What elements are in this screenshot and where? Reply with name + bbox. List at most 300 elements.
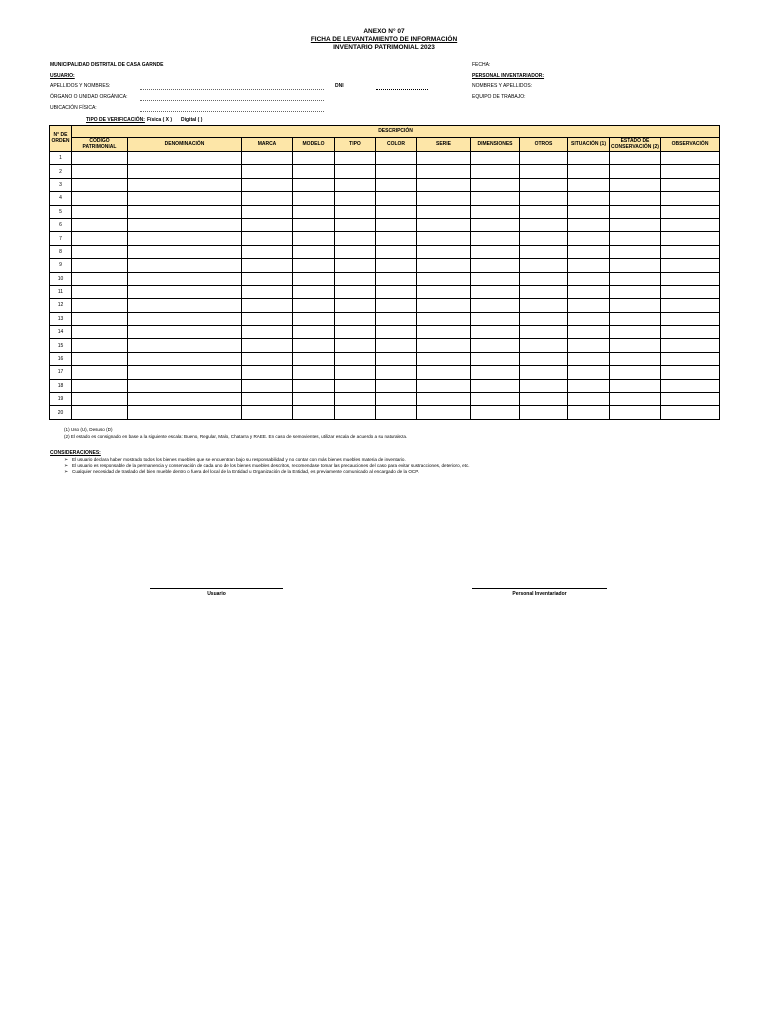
field-line-location[interactable] (140, 106, 324, 112)
table-cell[interactable] (128, 178, 242, 191)
table-cell[interactable] (610, 178, 661, 191)
table-cell[interactable] (335, 245, 376, 258)
table-cell[interactable] (293, 205, 335, 218)
table-row (50, 366, 720, 379)
table-cell[interactable] (293, 366, 335, 379)
table-cell[interactable] (376, 152, 417, 165)
table-cell[interactable] (128, 366, 242, 379)
table-cell[interactable] (376, 312, 417, 325)
table-cell[interactable] (417, 259, 471, 272)
staff-field-names: NOMBRES Y APELLIDOS: (472, 83, 533, 89)
dni-line[interactable] (376, 84, 428, 90)
table-cell[interactable] (376, 406, 417, 419)
table-row (50, 393, 720, 406)
staff-heading: PERSONAL INVENTARIADOR: (472, 73, 545, 79)
table-cell[interactable] (335, 299, 376, 312)
table-row (50, 178, 720, 191)
table-cell[interactable] (335, 393, 376, 406)
entity-name: MUNICIPALIDAD DISTRITAL DE CASA GARNDE (50, 62, 164, 68)
table-cell[interactable] (471, 272, 520, 285)
table-cell[interactable] (520, 285, 568, 298)
verification-digital[interactable]: Digital ( ) (181, 117, 203, 123)
table-cell[interactable] (568, 232, 610, 245)
table-row (50, 326, 720, 339)
staff-field-team: EQUIPO DE TRABAJO: (472, 94, 526, 100)
table-cell[interactable] (128, 326, 242, 339)
table-cell[interactable] (417, 285, 471, 298)
table-cell[interactable] (242, 192, 293, 205)
table-cell[interactable] (417, 299, 471, 312)
table-cell[interactable] (335, 285, 376, 298)
table-cell[interactable] (335, 232, 376, 245)
row-number: 2 (50, 165, 72, 178)
table-cell[interactable] (72, 232, 128, 245)
row-number: 17 (50, 366, 72, 379)
table-cell[interactable] (661, 352, 720, 365)
table-cell[interactable] (568, 393, 610, 406)
table-cell[interactable] (128, 259, 242, 272)
row-number: 6 (50, 218, 72, 231)
table-row (50, 192, 720, 205)
row-number: 18 (50, 379, 72, 392)
table-cell[interactable] (471, 165, 520, 178)
table-cell[interactable] (376, 205, 417, 218)
table-cell[interactable] (242, 165, 293, 178)
table-cell[interactable] (417, 312, 471, 325)
table-cell[interactable] (661, 379, 720, 392)
table-cell[interactable] (128, 339, 242, 352)
table-cell[interactable] (417, 406, 471, 419)
table-cell[interactable] (520, 379, 568, 392)
field-line-unit[interactable] (140, 95, 324, 101)
table-cell[interactable] (520, 152, 568, 165)
table-cell[interactable] (335, 178, 376, 191)
table-cell[interactable] (661, 285, 720, 298)
verification-label: TIPO DE VERIFICACIÓN: (86, 117, 145, 123)
table-cell[interactable] (335, 272, 376, 285)
table-cell[interactable] (293, 285, 335, 298)
consideration-item: ➢ Cualquier necesidad de traslado del bien mueble dentro o fuera del local de la Entidad u Organización de la Entidad, es previamente comunicado al encargado de la OCP. (64, 469, 470, 475)
table-cell[interactable] (72, 366, 128, 379)
table-cell[interactable] (72, 406, 128, 419)
row-number: 16 (50, 352, 72, 365)
table-cell[interactable] (610, 165, 661, 178)
table-cell[interactable] (72, 165, 128, 178)
table-cell[interactable] (471, 406, 520, 419)
table-cell[interactable] (293, 178, 335, 191)
table-cell[interactable] (128, 406, 242, 419)
table-cell[interactable] (568, 245, 610, 258)
table-cell[interactable] (72, 285, 128, 298)
table-cell[interactable] (293, 152, 335, 165)
table-cell[interactable] (335, 406, 376, 419)
table-cell[interactable] (471, 352, 520, 365)
table-cell[interactable] (610, 352, 661, 365)
table-cell[interactable] (661, 299, 720, 312)
table-cell[interactable] (417, 393, 471, 406)
table-cell[interactable] (376, 379, 417, 392)
table-cell[interactable] (72, 339, 128, 352)
table-cell[interactable] (417, 339, 471, 352)
table-cell[interactable] (471, 152, 520, 165)
table-cell[interactable] (242, 379, 293, 392)
table-cell[interactable] (610, 272, 661, 285)
table-cell[interactable] (610, 379, 661, 392)
table-cell[interactable] (293, 312, 335, 325)
signature-label-staff: Personal Inventariador (512, 591, 567, 597)
table-cell[interactable] (661, 165, 720, 178)
row-number: 10 (50, 272, 72, 285)
table-cell[interactable] (335, 379, 376, 392)
table-cell[interactable] (471, 299, 520, 312)
table-cell[interactable] (610, 366, 661, 379)
table-cell[interactable] (520, 393, 568, 406)
table-cell[interactable] (376, 272, 417, 285)
table-cell[interactable] (128, 152, 242, 165)
column-header: MARCA (242, 138, 293, 152)
table-cell[interactable] (661, 232, 720, 245)
table-cell[interactable] (520, 326, 568, 339)
table-cell[interactable] (128, 312, 242, 325)
table-cell[interactable] (661, 339, 720, 352)
table-row (50, 205, 720, 218)
row-number: 7 (50, 232, 72, 245)
table-cell[interactable] (520, 218, 568, 231)
table-cell[interactable] (520, 299, 568, 312)
table-cell[interactable] (661, 205, 720, 218)
table-cell[interactable] (471, 178, 520, 191)
table-cell[interactable] (568, 312, 610, 325)
table-cell[interactable] (376, 352, 417, 365)
table-cell[interactable] (376, 259, 417, 272)
table-cell[interactable] (335, 192, 376, 205)
table-row (50, 285, 720, 298)
table-cell[interactable] (376, 339, 417, 352)
footnote-1: (1) Uso (U), Desuso (D) (64, 427, 113, 432)
table-cell[interactable] (376, 218, 417, 231)
table-cell[interactable] (293, 165, 335, 178)
signature-line-staff (472, 588, 607, 589)
table-cell[interactable] (568, 285, 610, 298)
table-cell[interactable] (293, 406, 335, 419)
table-cell[interactable] (376, 192, 417, 205)
table-cell[interactable] (471, 326, 520, 339)
table-cell[interactable] (520, 165, 568, 178)
table-cell[interactable] (471, 232, 520, 245)
table-cell[interactable] (335, 339, 376, 352)
table-cell[interactable] (568, 165, 610, 178)
table-cell[interactable] (335, 259, 376, 272)
table-cell[interactable] (335, 165, 376, 178)
table-cell[interactable] (72, 192, 128, 205)
row-number: 11 (50, 285, 72, 298)
table-cell[interactable] (72, 312, 128, 325)
table-cell[interactable] (520, 178, 568, 191)
table-cell[interactable] (661, 152, 720, 165)
table-cell[interactable] (471, 312, 520, 325)
table-cell[interactable] (242, 152, 293, 165)
table-cell[interactable] (568, 178, 610, 191)
table-cell[interactable] (293, 272, 335, 285)
considerations-heading: CONSIDERACIONES: (50, 450, 101, 456)
table-cell[interactable] (471, 393, 520, 406)
table-cell[interactable] (72, 299, 128, 312)
table-cell[interactable] (242, 232, 293, 245)
table-cell[interactable] (242, 259, 293, 272)
table-cell[interactable] (471, 259, 520, 272)
table-cell[interactable] (293, 232, 335, 245)
row-number: 4 (50, 192, 72, 205)
table-cell[interactable] (417, 165, 471, 178)
table-cell[interactable] (128, 352, 242, 365)
table-cell[interactable] (520, 366, 568, 379)
table-cell[interactable] (661, 272, 720, 285)
table-cell[interactable] (293, 245, 335, 258)
table-cell[interactable] (293, 339, 335, 352)
table-cell[interactable] (661, 393, 720, 406)
table-cell[interactable] (72, 379, 128, 392)
table-cell[interactable] (520, 232, 568, 245)
table-cell[interactable] (471, 285, 520, 298)
table-cell[interactable] (128, 393, 242, 406)
table-cell[interactable] (568, 299, 610, 312)
table-cell[interactable] (376, 232, 417, 245)
table-cell[interactable] (661, 259, 720, 272)
table-cell[interactable] (335, 352, 376, 365)
table-cell[interactable] (610, 393, 661, 406)
table-cell[interactable] (661, 406, 720, 419)
table-cell[interactable] (128, 192, 242, 205)
table-cell[interactable] (72, 178, 128, 191)
table-cell[interactable] (293, 299, 335, 312)
table-row (50, 165, 720, 178)
table-cell[interactable] (242, 245, 293, 258)
table-cell[interactable] (242, 312, 293, 325)
table-cell[interactable] (242, 406, 293, 419)
table-cell[interactable] (568, 352, 610, 365)
table-cell[interactable] (471, 192, 520, 205)
table-cell[interactable] (242, 285, 293, 298)
table-cell[interactable] (471, 205, 520, 218)
table-cell[interactable] (242, 352, 293, 365)
row-number: 20 (50, 406, 72, 419)
table-cell[interactable] (610, 326, 661, 339)
consideration-item: ➢ El usuario declara haber mostrado todos los bienes muebles que se encuentran bajo su responsabilidad y no contar con más bienes muebles materia de inventario. (64, 457, 470, 463)
table-cell[interactable] (376, 299, 417, 312)
table-cell[interactable] (417, 178, 471, 191)
table-cell[interactable] (610, 406, 661, 419)
column-header: COLOR (376, 138, 417, 152)
table-cell[interactable] (128, 205, 242, 218)
column-header: ESTADO DE CONSERVACIÓN (2) (611, 138, 659, 150)
table-cell[interactable] (293, 192, 335, 205)
table-cell[interactable] (520, 192, 568, 205)
table-cell[interactable] (72, 326, 128, 339)
table-cell[interactable] (128, 232, 242, 245)
table-cell[interactable] (335, 205, 376, 218)
table-cell[interactable] (376, 178, 417, 191)
table-cell[interactable] (376, 366, 417, 379)
table-cell[interactable] (610, 285, 661, 298)
table-cell[interactable] (335, 218, 376, 231)
table-cell[interactable] (471, 339, 520, 352)
table-cell[interactable] (72, 352, 128, 365)
table-cell[interactable] (417, 326, 471, 339)
user-heading: USUARIO: (50, 73, 75, 79)
table-cell[interactable] (417, 218, 471, 231)
table-cell[interactable] (610, 259, 661, 272)
table-cell[interactable] (293, 259, 335, 272)
table-cell[interactable] (128, 165, 242, 178)
table-cell[interactable] (568, 406, 610, 419)
table-cell[interactable] (417, 366, 471, 379)
table-cell[interactable] (417, 152, 471, 165)
table-cell[interactable] (568, 366, 610, 379)
table-cell[interactable] (568, 152, 610, 165)
table-cell[interactable] (471, 379, 520, 392)
table-cell[interactable] (376, 245, 417, 258)
table-cell[interactable] (568, 205, 610, 218)
row-number: 5 (50, 205, 72, 218)
table-cell[interactable] (471, 245, 520, 258)
table-cell[interactable] (335, 312, 376, 325)
table-cell[interactable] (242, 393, 293, 406)
footnote-2: (2) El estado es consignado en base a la siguiente escala: Bueno, Regular, Malo, Chatarra y RAEE. En caso de semovientes, utilizar escala de acuerdo a su naturaleza. (64, 434, 408, 439)
table-cell[interactable] (610, 218, 661, 231)
table-cell[interactable] (242, 366, 293, 379)
table-cell[interactable] (568, 259, 610, 272)
table-row (50, 339, 720, 352)
table-cell[interactable] (335, 326, 376, 339)
table-cell[interactable] (335, 366, 376, 379)
table-cell[interactable] (72, 245, 128, 258)
signature-label-user: Usuario (207, 591, 226, 597)
table-cell[interactable] (471, 366, 520, 379)
table-cell[interactable] (72, 205, 128, 218)
table-cell[interactable] (242, 339, 293, 352)
table-cell[interactable] (520, 312, 568, 325)
table-cell[interactable] (610, 192, 661, 205)
header-description: DESCRIPCIÓN (72, 126, 720, 138)
table-cell[interactable] (661, 218, 720, 231)
table-cell[interactable] (128, 379, 242, 392)
table-cell[interactable] (242, 299, 293, 312)
table-cell[interactable] (610, 245, 661, 258)
consideration-item: ➢ El usuario es responsable de la permanencia y conservación de cada uno de los bienes muebles descritos, recomendase tomar las precauciones del caso para evitar sustracciones, deterioro, etc. (64, 463, 470, 469)
table-cell[interactable] (376, 393, 417, 406)
document-title-annex: ANEXO N° 07 (363, 28, 405, 35)
table-cell[interactable] (293, 352, 335, 365)
table-cell[interactable] (610, 152, 661, 165)
table-cell[interactable] (568, 339, 610, 352)
row-number: 8 (50, 245, 72, 258)
table-cell[interactable] (242, 326, 293, 339)
table-cell[interactable] (417, 352, 471, 365)
table-cell[interactable] (610, 312, 661, 325)
row-number: 12 (50, 299, 72, 312)
table-cell[interactable] (661, 326, 720, 339)
document-title-inventory: INVENTARIO PATRIMONIAL 2023 (333, 44, 435, 51)
table-cell[interactable] (72, 272, 128, 285)
table-cell[interactable] (242, 178, 293, 191)
considerations-list (64, 457, 470, 475)
table-cell[interactable] (661, 192, 720, 205)
table-cell[interactable] (242, 218, 293, 231)
table-cell[interactable] (128, 218, 242, 231)
table-cell[interactable] (568, 379, 610, 392)
table-cell[interactable] (610, 339, 661, 352)
table-cell[interactable] (610, 232, 661, 245)
table-row (50, 232, 720, 245)
table-cell[interactable] (293, 393, 335, 406)
table-cell[interactable] (128, 285, 242, 298)
verification-fisica[interactable]: Física ( X ) (147, 117, 173, 123)
table-cell[interactable] (242, 205, 293, 218)
table-cell[interactable] (417, 232, 471, 245)
table-cell[interactable] (661, 312, 720, 325)
table-row (50, 218, 720, 231)
table-cell[interactable] (568, 192, 610, 205)
table-cell[interactable] (293, 379, 335, 392)
table-cell[interactable] (520, 259, 568, 272)
table-cell[interactable] (72, 259, 128, 272)
row-number: 15 (50, 339, 72, 352)
table-row (50, 245, 720, 258)
table-cell[interactable] (520, 406, 568, 419)
table-cell[interactable] (417, 205, 471, 218)
table-cell[interactable] (610, 299, 661, 312)
table-row (50, 299, 720, 312)
table-cell[interactable] (520, 272, 568, 285)
table-cell[interactable] (520, 205, 568, 218)
table-cell[interactable] (661, 366, 720, 379)
table-cell[interactable] (128, 299, 242, 312)
table-row (50, 152, 720, 165)
table-cell[interactable] (376, 285, 417, 298)
table-cell[interactable] (568, 326, 610, 339)
table-cell[interactable] (471, 218, 520, 231)
table-cell[interactable] (72, 152, 128, 165)
table-cell[interactable] (128, 245, 242, 258)
table-row (50, 406, 720, 419)
table-cell[interactable] (661, 178, 720, 191)
table-cell[interactable] (568, 218, 610, 231)
table-cell[interactable] (661, 245, 720, 258)
table-cell[interactable] (568, 272, 610, 285)
table-cell[interactable] (520, 352, 568, 365)
table-cell[interactable] (293, 218, 335, 231)
column-header: OBSERVACIÓN (661, 138, 720, 152)
table-cell[interactable] (417, 272, 471, 285)
field-label-location: UBICACIÓN FÍSICA: (50, 105, 97, 111)
table-cell[interactable] (293, 326, 335, 339)
table-cell[interactable] (242, 272, 293, 285)
table-cell[interactable] (376, 326, 417, 339)
table-cell[interactable] (72, 393, 128, 406)
table-cell[interactable] (335, 152, 376, 165)
table-cell[interactable] (417, 245, 471, 258)
table-cell[interactable] (520, 339, 568, 352)
table-cell[interactable] (520, 245, 568, 258)
table-cell[interactable] (376, 165, 417, 178)
table-cell[interactable] (417, 192, 471, 205)
dni-label: DNI (335, 83, 344, 89)
table-cell[interactable] (128, 272, 242, 285)
table-cell[interactable] (610, 205, 661, 218)
field-line-names[interactable] (140, 84, 324, 90)
table-cell[interactable] (417, 379, 471, 392)
table-cell[interactable] (72, 218, 128, 231)
